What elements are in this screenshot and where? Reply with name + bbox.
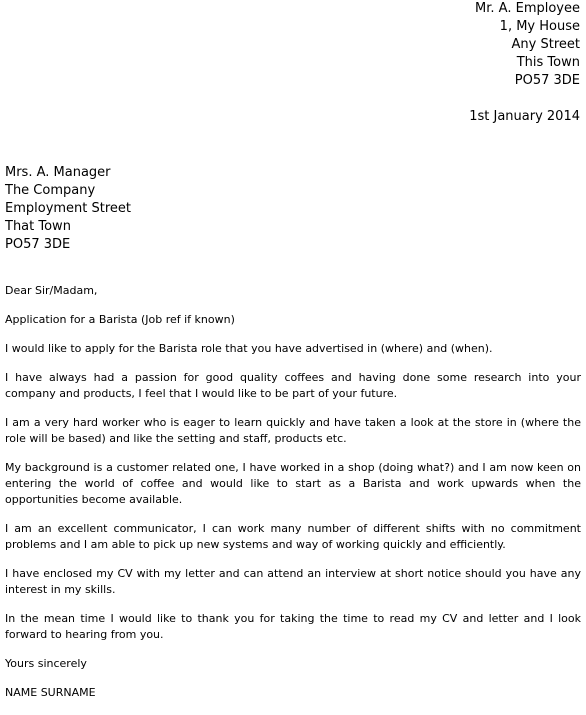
sender-town: This Town bbox=[516, 55, 580, 70]
body-paragraph: I am a very hard worker who is eager to learn quickly and have taken a look at the store in (where the role will be based) and like the setting and staff, products etc. bbox=[5, 416, 581, 445]
sender-postcode: PO57 3DE bbox=[514, 73, 580, 88]
recipient-street: Employment Street bbox=[5, 201, 132, 216]
body-paragraph: I have always had a passion for good quality coffees and having done some research into your company and products, I feel that I would like to be part of your future. bbox=[5, 371, 581, 400]
recipient-postcode: PO57 3DE bbox=[5, 237, 71, 252]
recipient-town: That Town bbox=[5, 219, 71, 234]
body-paragraph: I would like to apply for the Barista role that you have advertised in (where) and (when). bbox=[5, 342, 493, 355]
recipient-company: The Company bbox=[5, 183, 96, 198]
closing: Yours sincerely bbox=[5, 657, 87, 670]
letter-body bbox=[5, 283, 581, 714]
subject-line: Application for a Barista (Job ref if known) bbox=[5, 313, 235, 326]
sender-address-line2: Any Street bbox=[511, 37, 580, 52]
recipient-address bbox=[5, 164, 131, 254]
signature-name: NAME SURNAME bbox=[5, 686, 96, 699]
sender-address-line1: 1, My House bbox=[499, 19, 580, 34]
body-paragraph: In the mean time I would like to thank you for taking the time to read my CV and letter and I look forward to hearing from you. bbox=[5, 612, 581, 641]
body-paragraph: My background is a customer related one, I have worked in a shop (doing what?) and I am now keen on entering the world of coffee and would like to start as a Barista and work upwards when the opportunities become available. bbox=[5, 461, 581, 506]
sender-name: Mr. A. Employee bbox=[475, 1, 580, 16]
body-paragraph: I am an excellent communicator, I can work many number of different shifts with no commitment problems and I am able to pick up new systems and way of working quickly and efficiently. bbox=[5, 522, 581, 551]
recipient-name: Mrs. A. Manager bbox=[5, 165, 111, 180]
salutation: Dear Sir/Madam, bbox=[5, 284, 98, 297]
letter-date: 1st January 2014 bbox=[469, 109, 580, 124]
body-paragraph: I have enclosed my CV with my letter and can attend an interview at short notice should you have any interest in my skills. bbox=[5, 567, 581, 596]
sender-address bbox=[475, 0, 580, 90]
